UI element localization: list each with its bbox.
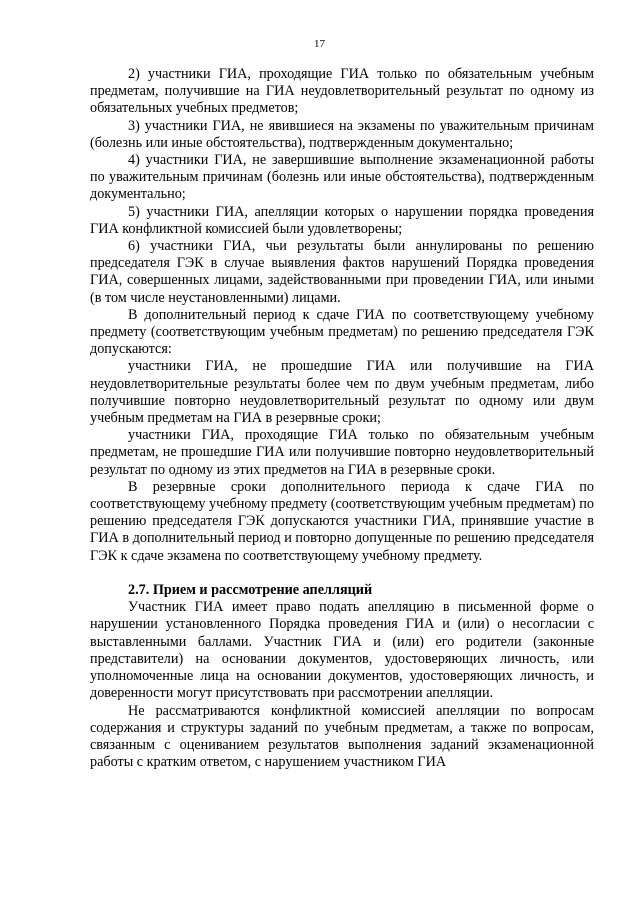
admission-paragraph-2: участники ГИА, проходящие ГИА только по обязательным учебным предметам, не прошедшие ГИА или получившие повторно неудовлетворительный результат по одному из этих предметов на ГИА в резервные сроки. bbox=[90, 427, 594, 478]
document-body bbox=[90, 66, 594, 771]
list-item-4: 4) участники ГИА, не завершившие выполнение экзаменационной работы по уважительным причинам (болезнь или иные обстоятельства), подтвержденным документально; bbox=[90, 152, 594, 203]
appeal-exclusions-paragraph: Не рассматриваются конфликтной комиссией апелляции по вопросам содержания и структуры заданий по учебным предметам, а также по вопросам, связанным с оцениванием результатов выполнения заданий экзаменационной работы с кратким ответом, с нарушением участником ГИА bbox=[90, 702, 594, 771]
additional-period-paragraph: В дополнительный период к сдаче ГИА по соответствующему учебному предмету (соответствующим учебным предметам) по решению председателя ГЭК допускаются: bbox=[90, 306, 594, 358]
admission-paragraph-1: участники ГИА, не прошедшие ГИА или получившие на ГИА неудовлетворительные результаты более чем по двум учебным предметам, либо получившие повторно неудовлетворительный результат по одному или двум учебным предметам на ГИА в резервные сроки; bbox=[90, 358, 594, 427]
section-heading: 2.7. Прием и рассмотрение апелляций bbox=[128, 582, 373, 599]
list-item-5: 5) участники ГИА, апелляции которых о нарушении порядка проведения ГИА конфликтной комиссией были удовлетворены; bbox=[90, 203, 594, 237]
list-item-2: 2) участники ГИА, проходящие ГИА только по обязательным учебным предметам, получившие на ГИА неудовлетворительный результат по одному из обязательных учебных предметов; bbox=[90, 66, 594, 117]
appeal-right-paragraph: Участник ГИА имеет право подать апелляцию в письменной форме о нарушении установленного Порядка проведения ГИА и (или) о несогласии с выставленными баллами. Участник ГИА и (или) его родители (законные представители) на основании документов, удостоверяющих личность, или уполномоченные лица на основании документов, удостоверяющих личность, и доверенности могут присутствовать при рассмотрении апелляции. bbox=[90, 599, 594, 702]
list-item-6: 6) участники ГИА, чьи результаты были аннулированы по решению председателя ГЭК в случае выявления фактов нарушений Порядка проведения ГИА, совершенных лицами, задействованными при проведении ГИА, или иными (в том числе неустановленными) лицами. bbox=[90, 238, 594, 306]
reserve-dates-paragraph: В резервные сроки дополнительного периода к сдаче ГИА по соответствующему учебному предмету (соответствующим учебным предметам) по решению председателя ГЭК допускаются участники ГИА, принявшие участие в ГИА в дополнительный период и повторно допущенные по решению председателя ГЭК к сдаче экзамена по соответствующему учебному предмету. bbox=[90, 478, 594, 564]
page-number: 17 bbox=[314, 38, 325, 50]
list-item-3: 3) участники ГИА, не явившиеся на экзамены по уважительным причинам (болезнь или иные обстоятельства), подтвержденным документально; bbox=[90, 117, 594, 151]
